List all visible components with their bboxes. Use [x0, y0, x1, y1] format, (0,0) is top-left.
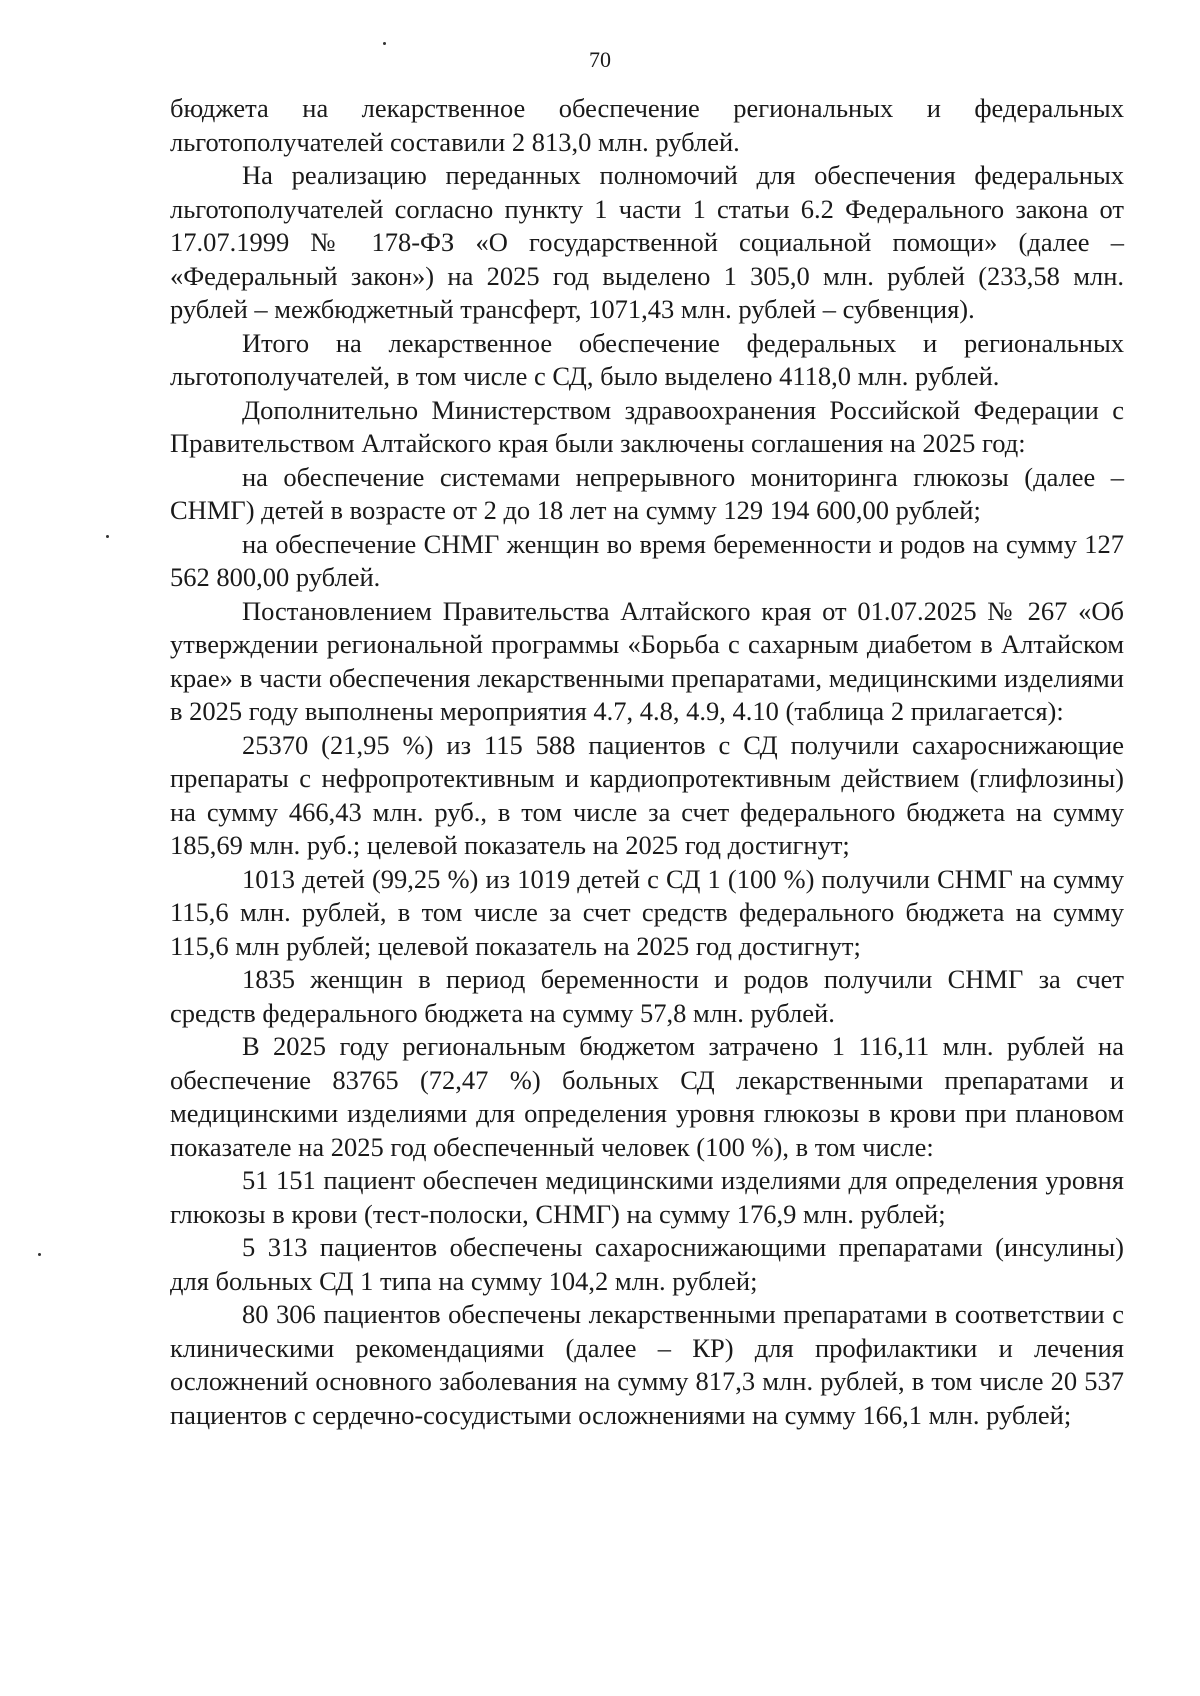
paragraph-children-cgm: 1013 детей (99,25 %) из 1019 детей с СД 1 (100 %) получили СНМГ на сумму 115,6 млн. рублей, в том числе за счет средств федерального бюджета на сумму 115,6 млн рублей; целевой показатель на 2025 год достигнут;: [170, 863, 1124, 961]
paragraph-regional-budget: В 2025 году региональным бюджетом затрачено 1 116,11 млн. рублей на обеспечение 83765 (72,47 %) больных СД лекарственными препаратами и медицинскими изделиями для определения уровня глюкозы в крови при плановом показателе на 2025 год обеспеченный человек (100 %), в том числе:: [170, 1031, 1124, 1162]
paragraph-resolution: Постановлением Правительства Алтайского края от 01.07.2025 № 267 «Об утверждении региональной программы «Борьба с сахарным диабетом в Алтайском крае» в части обеспечения лекарственными препаратами, медицинскими изделиями в 2025 году выполнены мероприятия 4.7, 4.8, 4.9, 4.10 (таблица 2 прилагается):: [170, 595, 1124, 726]
paragraph-agreement-children: на обеспечение системами непрерывного мониторинга глюкозы (далее – СНМГ) детей в возрасте от 2 до 18 лет на сумму 129 194 600,00 рублей;: [170, 461, 1124, 525]
scan-speck: [106, 535, 109, 538]
paragraph-gliflozins: 25370 (21,95 %) из 115 588 пациентов с СД получили сахароснижающие препараты с нефропротективным и кардиопротективным действием (глифлозины) на сумму 466,43 млн. руб., в том числе за счет федерального бюджета на сумму 185,69 млн. руб.; целевой показатель на 2025 год достигнут;: [170, 729, 1124, 860]
document-body: [170, 92, 1124, 1432]
paragraph-agreement-women: на обеспечение СНМГ женщин во время беременности и родов на сумму 127 562 800,00 рублей.: [170, 528, 1124, 592]
paragraph-federal-powers: На реализацию переданных полномочий для обеспечения федеральных льготополучателей согласно пункту 1 части 1 статьи 6.2 Федерального закона от 17.07.1999 № 178-ФЗ «О государственной социальной помощи» (далее – «Федеральный закон») на 2025 год выделено 1 305,0 млн. рублей (233,58 млн. рублей – межбюджетный трансферт, 1071,43 млн. рублей – субвенция).: [170, 160, 1124, 324]
paragraph-women-cgm: 1835 женщин в период беременности и родов получили СНМГ за счет средств федерального бюджета на сумму 57,8 млн. рублей.: [170, 964, 1124, 1028]
scan-speck: [383, 42, 386, 45]
paragraph-agreements: Дополнительно Министерством здравоохранения Российской Федерации с Правительством Алтайского края были заключены соглашения на 2025 год:: [170, 394, 1124, 458]
paragraph-insulins: 5 313 пациентов обеспечены сахароснижающими препаратами (инсулины) для больных СД 1 типа на сумму 104,2 млн. рублей;: [170, 1232, 1124, 1296]
scan-speck: [38, 1253, 41, 1256]
paragraph-continuation: бюджета на лекарственное обеспечение региональных и федеральных льготополучателей составили 2 813,0 млн. рублей.: [170, 93, 1124, 157]
paragraph-complications: 80 306 пациентов обеспечены лекарственными препаратами в соответствии с клиническими рекомендациями (далее – КР) для профилактики и лечения осложнений основного заболевания на сумму 817,3 млн. рублей, в том числе 20 537 пациентов с сердечно-сосудистыми осложнениями на сумму 166,1 млн. рублей;: [170, 1299, 1124, 1430]
page-number: 70: [589, 47, 611, 72]
paragraph-total-allocation: Итого на лекарственное обеспечение федеральных и региональных льготополучателей, в том числе с СД, было выделено 4118,0 млн. рублей.: [170, 327, 1124, 391]
paragraph-test-strips: 51 151 пациент обеспечен медицинскими изделиями для определения уровня глюкозы в крови (тест-полоски, СНМГ) на сумму 176,9 млн. рублей;: [170, 1165, 1124, 1229]
